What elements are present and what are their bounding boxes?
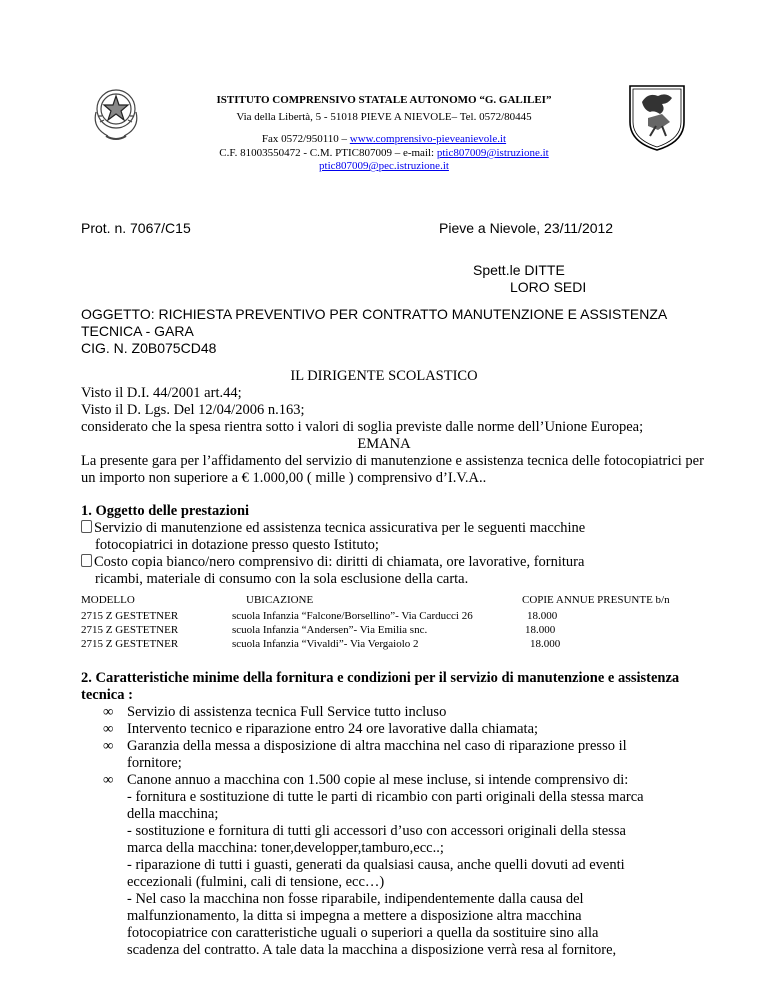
item-text: - riparazione di tutti i guasti, generati da qualsiasi causa, anche quelli dovuti ad eventi [127, 857, 625, 873]
checkbox-bullet-icon [81, 520, 92, 533]
recipient-line2: LORO SEDI [510, 279, 587, 295]
visto-2: Visto il D. Lgs. Del 12/04/2006 n.163; [81, 402, 305, 418]
item2-l1: Costo copia bianco/nero comprensivo di: diritti di chiamata, ore lavorative, fornitura [94, 554, 585, 570]
place-date: Pieve a Nievole, 23/11/2012 [439, 220, 614, 236]
section1-item-1 [81, 520, 585, 537]
gara-line2: un importo non superiore a € 1.000,00 ( mille ) comprensivo d’I.V.A.. [81, 470, 487, 486]
subject-line3: CIG. N. Z0B075CD48 [81, 340, 217, 356]
item-text: Garanzia della messa a disposizione di altra macchina nel caso di riparazione presso il [127, 738, 627, 754]
infinity-bullet-icon: ∞ [103, 721, 114, 737]
item-text: Intervento tecnico e riparazione entro 24 ore lavorative dalla chiamata; [127, 721, 539, 737]
dirigente-heading: IL DIRIGENTE SCOLASTICO [290, 368, 478, 384]
section1-item-2 [81, 554, 584, 571]
item1-l2: fotocopiatrici in dotazione presso questo Istituto; [95, 537, 379, 553]
section2-item [103, 772, 628, 789]
item-text: - fornitura e sostituzione di tutte le parti di ricambio con parti originali della stessa marca [127, 789, 644, 805]
section2-item [103, 738, 627, 755]
email-link[interactable]: ptic807009@istruzione.it [436, 147, 549, 159]
table-header-modello: MODELLO [81, 594, 135, 606]
protocol-number: Prot. n. 7067/C15 [81, 220, 191, 236]
table-header-ubicazione: UBICAZIONE [246, 594, 314, 606]
table-cell: 2715 Z GESTETNER [81, 610, 179, 622]
pec-link[interactable]: ptic807009@pec.istruzione.it [319, 160, 449, 172]
table-cell: 18.000 [530, 638, 561, 650]
table-cell: 2715 Z GESTETNER [81, 624, 179, 636]
section2-title-l1: 2. Caratteristiche minime della fornitura e condizioni per il servizio di manutenzione e assistenza [81, 670, 680, 686]
checkbox-bullet-icon [81, 554, 92, 567]
pec-line [0, 160, 768, 172]
infinity-bullet-icon: ∞ [103, 738, 114, 754]
table-header-copie: COPIE ANNUE PRESUNTE b/n [522, 594, 670, 606]
fax-line [0, 133, 768, 145]
subject-line1: OGGETTO: RICHIESTA PREVENTIVO PER CONTRATTO MANUTENZIONE E ASSISTENZA [81, 306, 668, 322]
item-text: scadenza del contratto. A tale data la macchina a disposizione verrà resa al fornitore, [127, 942, 617, 958]
item-text: fornitore; [127, 755, 182, 771]
institute-name: ISTITUTO COMPRENSIVO STATALE AUTONOMO “G. GALILEI” [216, 94, 552, 106]
section1-title: 1. Oggetto delle prestazioni [81, 503, 250, 519]
item-text: - Nel caso la macchina non fosse riparabile, indipendentemente dalla causa del [127, 891, 584, 907]
cf-text: C.F. 81003550472 - C.M. PTIC807009 – e-mail: [219, 147, 437, 159]
item-text: malfunzionamento, la ditta si impegna a mettere a disposizione altra macchina [127, 908, 582, 924]
item2-l2: ricambi, materiale di consumo con la sola esclusione della carta. [95, 571, 469, 587]
gara-line1: La presente gara per l’affidamento del servizio di manutenzione e assistenza tecnica delle fotocopiatrici per [81, 453, 704, 469]
item-text: marca della macchina: toner,developper,tamburo,ecc..; [127, 840, 444, 856]
item-text: fotocopiatrice con caratteristiche uguali o superiori a quella da sostituire sino alla [127, 925, 599, 941]
fax-text: Fax 0572/950110 – [261, 133, 350, 145]
table-cell: scuola Infanzia “Falcone/Borsellino”- Via Carducci 26 [232, 610, 473, 622]
table-cell: scuola Infanzia “Vivaldi”- Via Vergaiolo 2 [232, 638, 419, 650]
infinity-bullet-icon: ∞ [103, 704, 114, 720]
section2-title-l2: tecnica : [81, 687, 133, 703]
emana-heading: EMANA [357, 436, 411, 452]
visto-3: considerato che la spesa rientra sotto i valori di soglia previste dalle norme dell’Unione Europea; [81, 419, 644, 435]
subject-line2: TECNICA - GARA [81, 323, 194, 339]
item-text: della macchina; [127, 806, 219, 822]
visto-1: Visto il D.I. 44/2001 art.44; [81, 385, 242, 401]
cf-line [0, 147, 768, 159]
institute-address: Via della Libertà, 5 - 51018 PIEVE A NIEVOLE– Tel. 0572/80445 [236, 111, 532, 123]
item-text: Servizio di assistenza tecnica Full Service tutto incluso [127, 704, 447, 720]
recipient-line1: Spett.le DITTE [473, 262, 565, 278]
section2-item [103, 704, 446, 721]
table-cell: scuola Infanzia “Andersen”- Via Emilia snc. [232, 624, 428, 636]
infinity-bullet-icon: ∞ [103, 772, 114, 788]
item-text: Canone annuo a macchina con 1.500 copie al mese incluse, si intende comprensivo di: [127, 772, 629, 788]
section2-item [103, 721, 538, 738]
website-link[interactable]: www.comprensivo-pieveanievole.it [349, 133, 507, 145]
item-text: - sostituzione e fornitura di tutti gli accessori d’uso con accessori originali della stessa [127, 823, 626, 839]
item1-l1: Servizio di manutenzione ed assistenza tecnica assicurativa per le seguenti macchine [94, 520, 586, 536]
table-cell: 18.000 [527, 610, 558, 622]
table-cell: 18.000 [525, 624, 556, 636]
table-cell: 2715 Z GESTETNER [81, 638, 179, 650]
item-text: eccezionali (fulmini, cali di tensione, ecc…) [127, 874, 385, 890]
